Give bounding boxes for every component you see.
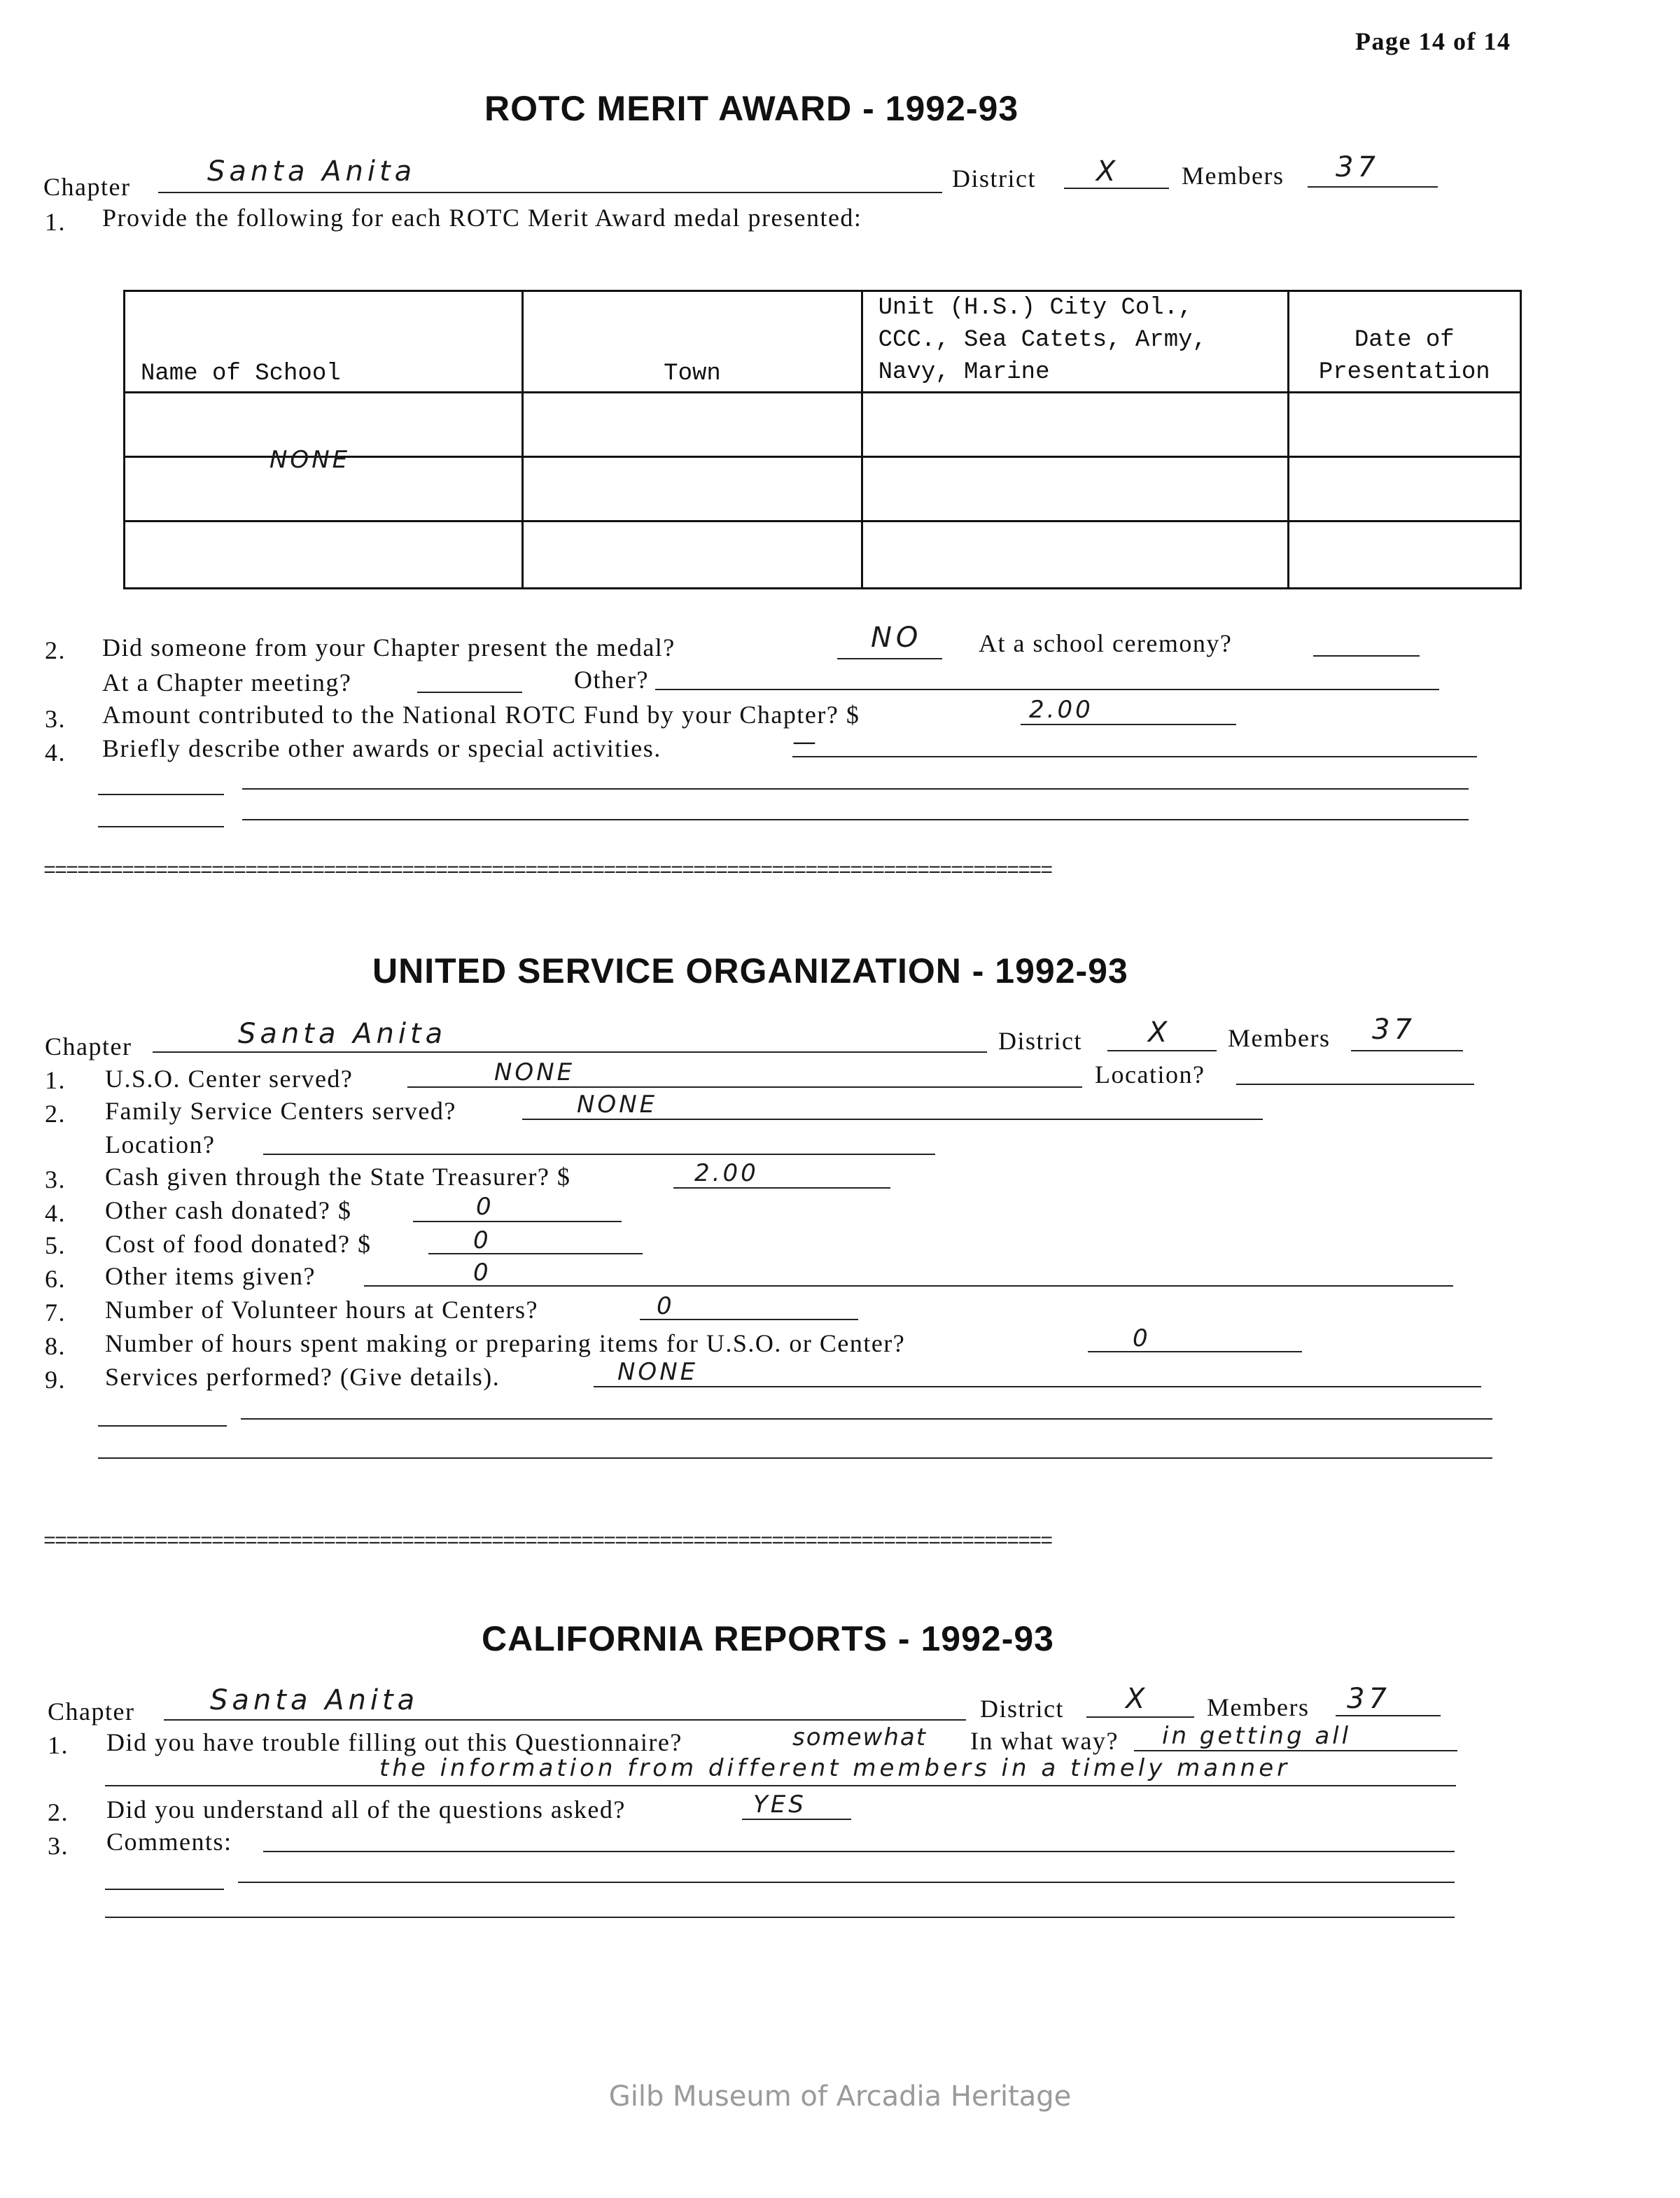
- uso-item-number: 8.: [45, 1332, 66, 1360]
- california-q1b-answer-2: the information from different members in a timely manner: [379, 1754, 1291, 1782]
- rotc-chapter-value: Santa Anita: [207, 155, 416, 188]
- uso-item-answer: 0: [476, 1193, 494, 1221]
- uso-item-text: Services performed? (Give details).: [105, 1363, 500, 1391]
- rotc-q1-text: Provide the following for each ROTC Merit Award medal presented:: [102, 204, 862, 232]
- page-number: Page 14 of 14: [1355, 27, 1511, 55]
- uso-item-text: Number of Volunteer hours at Centers?: [105, 1296, 539, 1324]
- uso-item-answer: NONE: [577, 1091, 658, 1119]
- table-header-school: Name of School: [141, 360, 341, 387]
- table-cell-town: [523, 393, 862, 457]
- rotc-q4-answer: —: [792, 728, 819, 756]
- uso-members-value: 37: [1372, 1014, 1416, 1046]
- uso-district-value: X: [1148, 1016, 1172, 1049]
- rotc-q2d-text: Other?: [574, 666, 649, 694]
- rotc-q4-number: 4.: [45, 738, 66, 766]
- california-title: CALIFORNIA REPORTS - 1992-93: [482, 1619, 1054, 1658]
- california-chapter-value: Santa Anita: [210, 1684, 419, 1716]
- table-cell-unit: [862, 393, 1288, 457]
- uso-members-label: Members: [1228, 1024, 1331, 1052]
- uso-item-text: Cost of food donated? $: [105, 1230, 372, 1258]
- uso-district-label: District: [998, 1027, 1082, 1055]
- california-q1-number: 1.: [48, 1731, 69, 1759]
- california-q2-answer: YES: [753, 1791, 806, 1819]
- california-district-label: District: [980, 1695, 1064, 1723]
- rotc-title: ROTC MERIT AWARD - 1992-93: [484, 89, 1019, 128]
- separator-1: ==========================================================================================: [43, 860, 1052, 883]
- uso-item-number: 5.: [45, 1231, 66, 1259]
- uso-item-answer: NONE: [494, 1058, 575, 1086]
- california-members-value: 37: [1347, 1683, 1391, 1715]
- table-cell-school: [125, 522, 523, 589]
- rotc-q2-text: Did someone from your Chapter present the medal?: [102, 634, 676, 662]
- table-row: [125, 522, 1521, 589]
- uso-item-number: 6.: [45, 1265, 66, 1293]
- rotc-members-value: 37: [1336, 151, 1380, 183]
- uso-item-answer: NONE: [617, 1358, 699, 1386]
- table-row: [125, 393, 1521, 457]
- rotc-chapter-label: Chapter: [43, 173, 131, 201]
- uso-item-number: 7.: [45, 1298, 66, 1326]
- uso-item-number: 3.: [45, 1166, 66, 1194]
- table-header-row: [125, 291, 1521, 393]
- uso-chapter-value: Santa Anita: [238, 1018, 447, 1050]
- uso-item-text: Location?: [105, 1130, 216, 1158]
- rotc-q4-text: Briefly describe other awards or special activities.: [102, 734, 662, 762]
- california-chapter-label: Chapter: [48, 1698, 135, 1726]
- rotc-q3-number: 3.: [45, 705, 66, 733]
- table-cell-town: [523, 457, 862, 522]
- california-q3-number: 3.: [48, 1832, 69, 1860]
- uso-item-text: Family Service Centers served?: [105, 1097, 456, 1125]
- california-q2-text: Did you understand all of the questions asked?: [106, 1795, 626, 1823]
- rotc-district-label: District: [952, 164, 1036, 192]
- uso-item-number: 4.: [45, 1199, 66, 1227]
- uso-item-text: U.S.O. Center served?: [105, 1065, 354, 1093]
- california-q1b-text: In what way?: [970, 1727, 1119, 1755]
- rotc-district-value: X: [1096, 155, 1120, 188]
- uso-title: UNITED SERVICE ORGANIZATION - 1992-93: [372, 951, 1128, 990]
- uso-chapter-label: Chapter: [45, 1032, 132, 1060]
- rotc-q1-number: 1.: [45, 208, 66, 236]
- rotc-q2-answer: NO: [871, 622, 923, 654]
- rotc-q3-answer: 2.00: [1029, 696, 1093, 724]
- uso-item-answer: 2.00: [694, 1159, 759, 1187]
- rotc-q3-text: Amount contributed to the National ROTC Fund by your Chapter? $: [102, 701, 860, 729]
- uso-item-text: Other items given?: [105, 1262, 316, 1290]
- rotc-medal-table: [123, 290, 1522, 589]
- california-q1b-answer-1: in getting all: [1162, 1722, 1352, 1750]
- california-q3-text: Comments:: [106, 1828, 232, 1856]
- california-q1-answer: somewhat: [792, 1723, 927, 1751]
- uso-location-label: Location?: [1095, 1060, 1205, 1088]
- california-district-value: X: [1126, 1683, 1149, 1715]
- rotc-q2b-text: At a school ceremony?: [979, 629, 1233, 657]
- uso-item-answer: 0: [1133, 1324, 1151, 1352]
- rotc-q2c-text: At a Chapter meeting?: [102, 668, 352, 696]
- table-cell-date: [1288, 522, 1520, 589]
- california-members-label: Members: [1207, 1693, 1310, 1721]
- separator-2: ==========================================================================================: [43, 1530, 1052, 1554]
- rotc-q2-number: 2.: [45, 636, 66, 664]
- table-cell-date: [1288, 457, 1520, 522]
- rotc-members-label: Members: [1182, 162, 1284, 190]
- table-cell-date: [1288, 393, 1520, 457]
- table-cell-unit: [862, 457, 1288, 522]
- museum-watermark: Gilb Museum of Arcadia Heritage: [608, 2080, 1072, 2113]
- uso-item-text: Cash given through the State Treasurer? $: [105, 1163, 571, 1191]
- table-header-date: Date of Presentation: [1318, 327, 1490, 386]
- uso-item-number: 9.: [45, 1366, 66, 1394]
- california-q2-number: 2.: [48, 1798, 69, 1826]
- table-header-town: Town: [664, 360, 721, 387]
- uso-item-answer: 0: [473, 1226, 491, 1254]
- uso-item-number: 2.: [45, 1100, 66, 1128]
- uso-item-answer: 0: [657, 1292, 675, 1320]
- table-cell-unit: [862, 522, 1288, 589]
- table-cell-school: NONE: [270, 446, 351, 474]
- table-cell-town: [523, 522, 862, 589]
- uso-item-text: Other cash donated? $: [105, 1196, 352, 1224]
- uso-item-answer: 0: [473, 1259, 491, 1287]
- uso-item-number: 1.: [45, 1066, 66, 1094]
- california-q1-text: Did you have trouble filling out this Questionnaire?: [106, 1728, 682, 1756]
- table-header-unit: Unit (H.S.) City Col., CCC., Sea Catets, Army, Navy, Marine: [878, 295, 1207, 386]
- uso-item-text: Number of hours spent making or preparing items for U.S.O. or Center?: [105, 1329, 906, 1357]
